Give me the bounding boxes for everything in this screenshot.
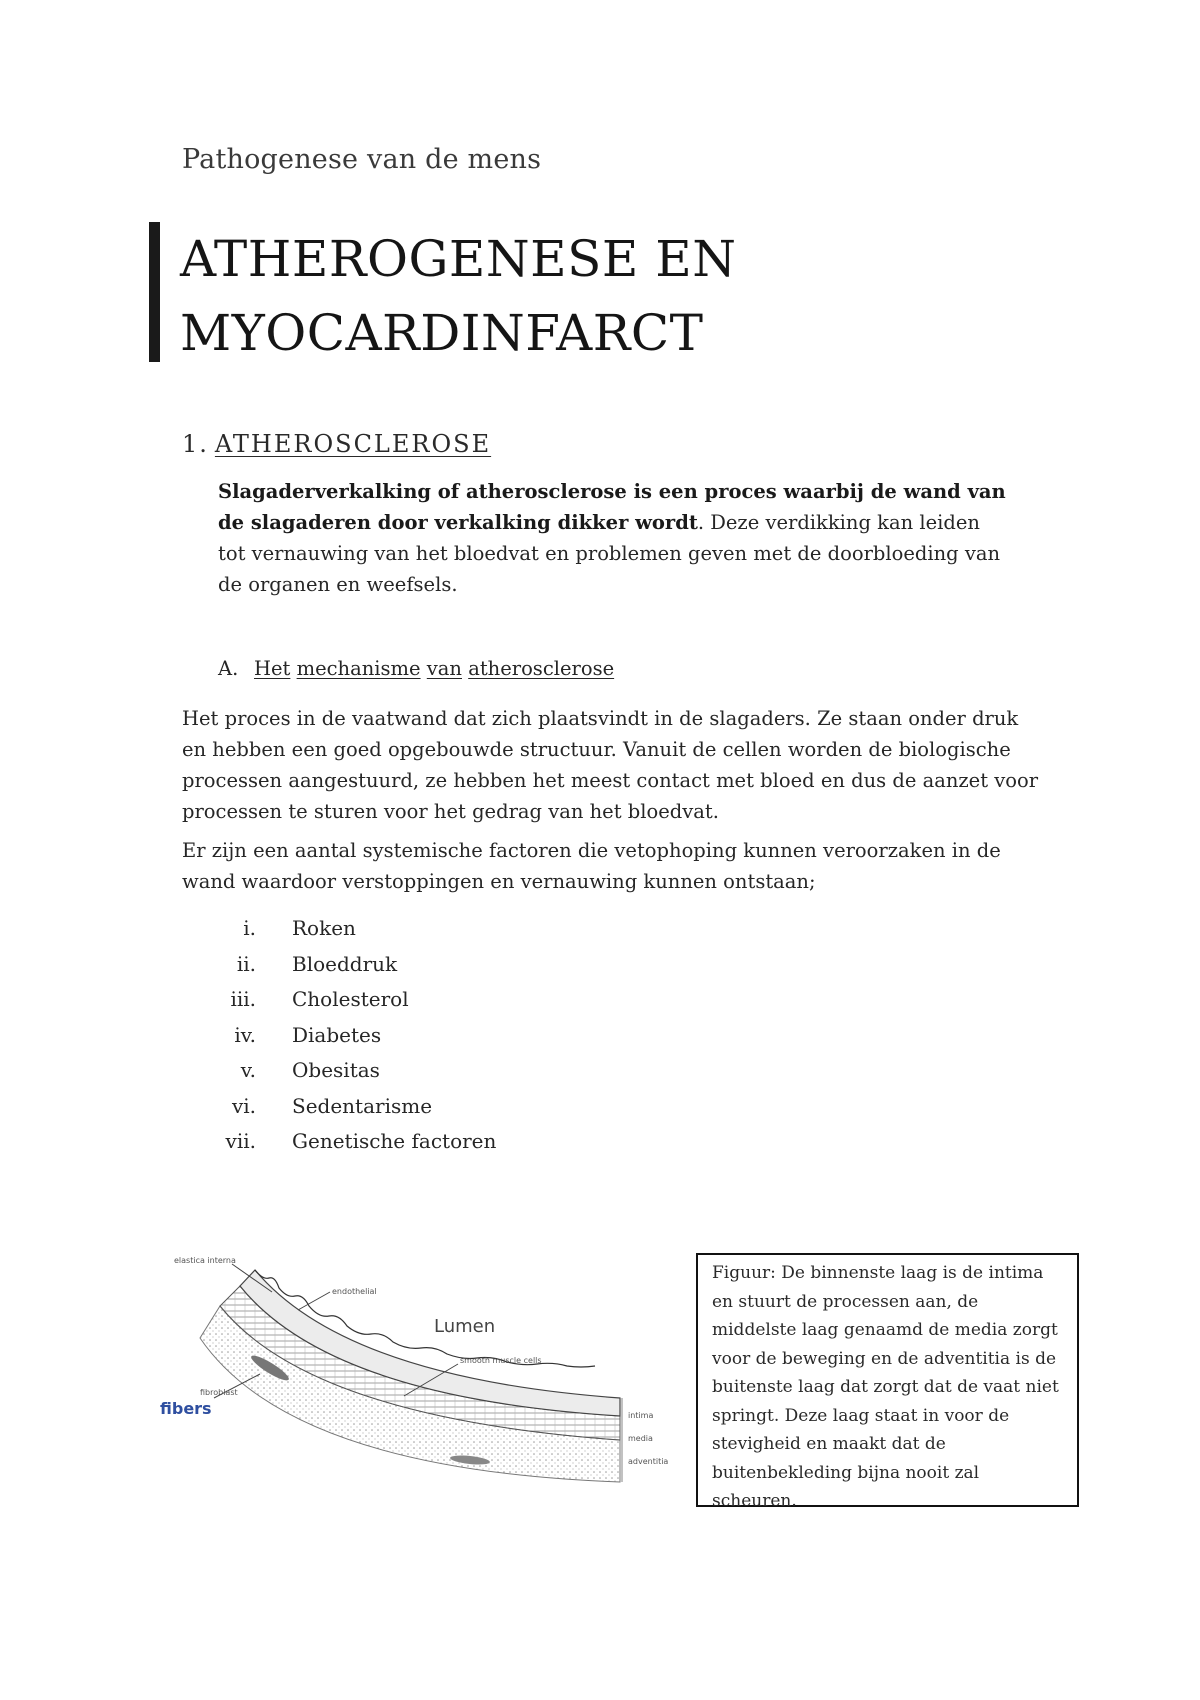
list-numeral: ii. (236, 951, 256, 976)
vessel-wall-figure (160, 1248, 688, 1506)
subsection-word: van (426, 657, 462, 680)
list-numeral: vii. (225, 1129, 256, 1153)
list-numeral: i. (243, 916, 256, 940)
list-label: Sedentarisme (292, 1093, 433, 1118)
label-fibroblast: fibroblast (200, 1388, 238, 1397)
section-number: 1. (182, 430, 209, 458)
list-item (182, 1053, 782, 1089)
label-lumen: Lumen (434, 1316, 496, 1337)
pointer-line (298, 1292, 330, 1310)
list-numeral: vi. (231, 1093, 256, 1118)
list-item (182, 1124, 782, 1160)
figure-caption: Figuur: De binnenste laag is de intima en stuurt de processen aan, de middelste laag genaamd de media zorgt voor de beweging en de adventitia is de buitenste laag dat zorgt dat de vaat niet springt. Deze laag staat in voor de stevigheid en maakt dat de buitenbekleding bijna nooit zal scheuren. (696, 1253, 1079, 1507)
risk-factor-list (182, 911, 782, 1160)
title-accent-bar (149, 222, 160, 362)
list-numeral: iii. (230, 987, 256, 1011)
subsection-heading (218, 657, 614, 680)
list-label: Roken (292, 916, 356, 940)
label-intima: intima (628, 1411, 654, 1420)
subsection-letter: A. (218, 657, 239, 680)
subsection-word: atherosclerose (468, 657, 615, 680)
list-label: Obesitas (292, 1058, 380, 1082)
label-adventitia: adventitia (628, 1457, 669, 1466)
section-intro (218, 476, 1008, 600)
intro-rest-text: . Deze verdikking kan leiden tot vernauwing van het bloedvat en problemen geven met de doorbloeding van de organen en weefsels. (218, 511, 1001, 596)
intro-bold-text: Slagaderverkalking of atherosclerose is een proces waarbij de wand van de slagaderen door verkalking dikker wordt (218, 480, 1006, 534)
list-item (182, 982, 782, 1018)
document-title (180, 222, 1080, 370)
document-subtitle: Pathogenese van de mens (182, 144, 542, 175)
subsection-word: mechanisme (296, 657, 421, 680)
title-line-1: ATHEROGENESE EN (180, 230, 737, 288)
list-item (182, 947, 782, 983)
list-numeral: v. (240, 1058, 256, 1082)
list-item (182, 1089, 782, 1125)
subsection-word: Het (254, 657, 291, 680)
vessel-wall-diagram (160, 1248, 688, 1506)
paragraph-factors-intro: Er zijn een aantal systemische factoren die vetophoping kunnen veroorzaken in de wand waardoor verstoppingen en vernauwing kunnen ontstaan; (182, 839, 1001, 893)
list-label: Bloeddruk (292, 951, 398, 976)
section-heading (182, 430, 491, 458)
label-endothelial: endothelial (332, 1287, 377, 1296)
section-title: ATHEROSCLEROSE (214, 430, 492, 458)
label-elastica: elastica interna (174, 1256, 236, 1265)
list-label: Diabetes (292, 1022, 382, 1047)
list-label: Cholesterol (292, 987, 409, 1011)
title-line-2: MYOCARDINFARCT (180, 304, 704, 362)
label-fibers: fibers (160, 1399, 212, 1418)
list-label: Genetische factoren (292, 1129, 497, 1153)
label-smooth-muscle: smooth muscle cells (460, 1356, 542, 1365)
list-item (182, 911, 782, 947)
paragraph-mechanism: Het proces in de vaatwand dat zich plaatsvindt in de slagaders. Ze staan onder druk en hebben een goed opgebouwde structuur. Vanuit de cellen worden de biologische processen aangestuurd, ze hebben het meest contact met bloed en dus de aanzet voor processen te sturen voor het gedrag van het bloedvat. (182, 707, 1039, 823)
list-numeral: iv. (234, 1022, 256, 1047)
label-media: media (628, 1434, 653, 1443)
list-item (182, 1018, 782, 1054)
